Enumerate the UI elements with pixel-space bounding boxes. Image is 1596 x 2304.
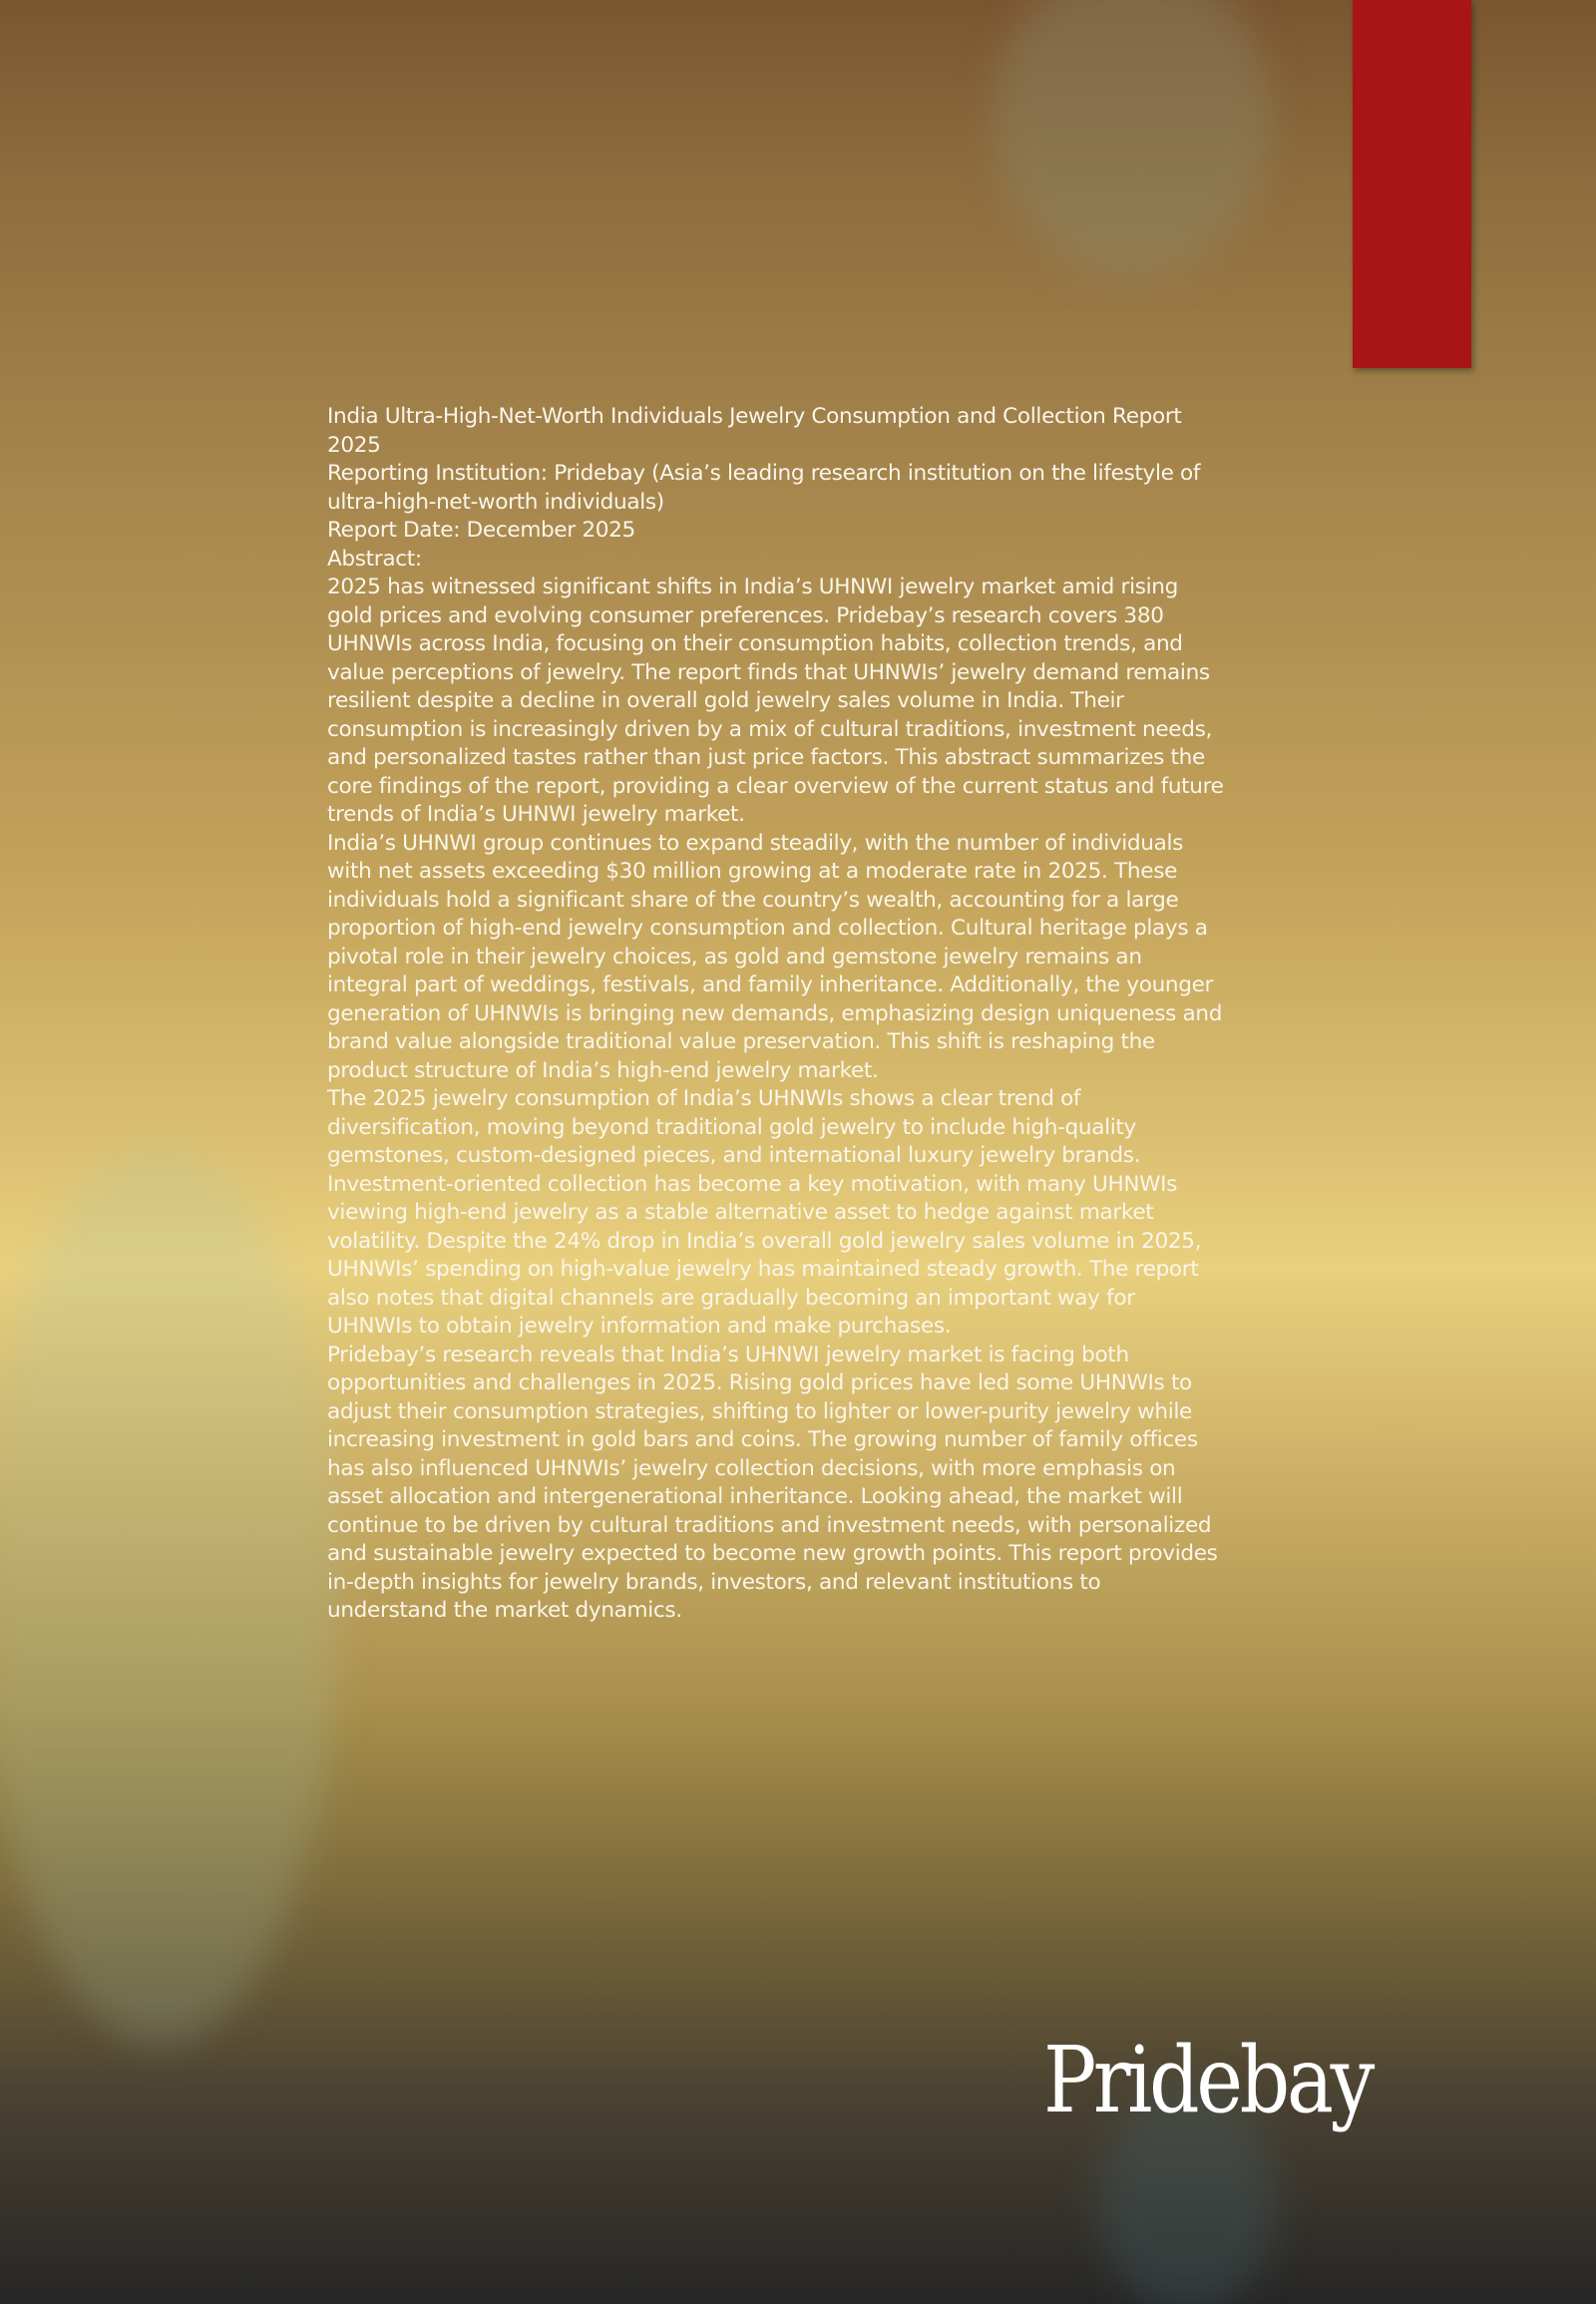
abstract-paragraph: The 2025 jewelry consumption of India’s UHNWIs shows a clear trend of diversification, moving beyond traditional gold jewelry to include high-quality gemstones, custom-designed pieces, and international luxury jewelry brands. Investment-oriented collection has become a key motivation, with many UHNWIs viewing high-end jewelry as a stable alternative asset to hedge against market volatility. Despite the 24% drop in India’s overall gold jewelry sales volume in 2025, UHNWIs’ spending on high-value jewelry has maintained steady growth. The report also notes that digital channels are gradually becoming an important way for UHNWIs to obtain jewelry information and make purchases.	[327, 1086, 1202, 1339]
report-text-block	[327, 403, 1225, 1626]
background-glow	[0, 1147, 339, 2045]
abstract-label: Abstract:	[327, 546, 422, 572]
report-title: India Ultra-High-Net-Worth Individuals Jewelry Consumption and Collection Report 2025	[327, 404, 1182, 458]
pridebay-logo: Pridebay	[1043, 2027, 1372, 2133]
red-bookmark-tab	[1353, 0, 1471, 368]
abstract-paragraph: Pridebay’s research reveals that India’s UHNWI jewelry market is facing both opportunities and challenges in 2025. Rising gold prices have led some UHNWIs to adjust their consumption strategies, shifting to lighter or lower-purity jewelry while increasing investment in gold bars and coins. The growing number of family offices has also influenced UHNWIs’ jewelry collection decisions, with more emphasis on asset allocation and intergenerational inheritance. Looking ahead, the market will continue to be driven by cultural traditions and investment needs, with personalized and sustainable jewelry expected to become new growth points. This report provides in-depth insights for jewelry brands, investors, and relevant institutions to understand the market dynamics.	[327, 1342, 1218, 1623]
abstract-paragraph: India’s UHNWI group continues to expand steadily, with the number of individuals with net assets exceeding $30 million growing at a moderate rate in 2025. These individuals hold a significant share of the country’s wealth, accounting for a large proportion of high-end jewelry consumption and collection. Cultural heritage plays a pivotal role in their jewelry choices, as gold and gemstone jewelry remains an integral part of weddings, festivals, and family inheritance. Additionally, the younger generation of UHNWIs is bringing new demands, emphasizing design uniqueness and brand value alongside traditional value preservation. This shift is reshaping the product structure of India’s high-end jewelry market.	[327, 830, 1223, 1083]
abstract-paragraph: 2025 has witnessed significant shifts in India’s UHNWI jewelry market amid rising gold prices and evolving consumer preferences. Pridebay’s research covers 380 UHNWIs across India, focusing on their consumption habits, collection trends, and value perceptions of jewelry. The report finds that UHNWIs’ jewelry demand remains resilient despite a decline in overall gold jewelry sales volume in India. Their consumption is increasingly driven by a mix of cultural traditions, investment needs, and personalized tastes rather than just price factors. This abstract summarizes the core findings of the report, providing a clear overview of the current status and future trends of India’s UHNWI jewelry market.	[327, 575, 1224, 827]
reporting-institution: Reporting Institution: Pridebay (Asia’s leading research institution on the lifestyle of ultra-high-net-worth individuals)	[327, 461, 1201, 515]
background-glow	[993, 0, 1272, 279]
report-date: Report Date: December 2025	[327, 518, 635, 543]
